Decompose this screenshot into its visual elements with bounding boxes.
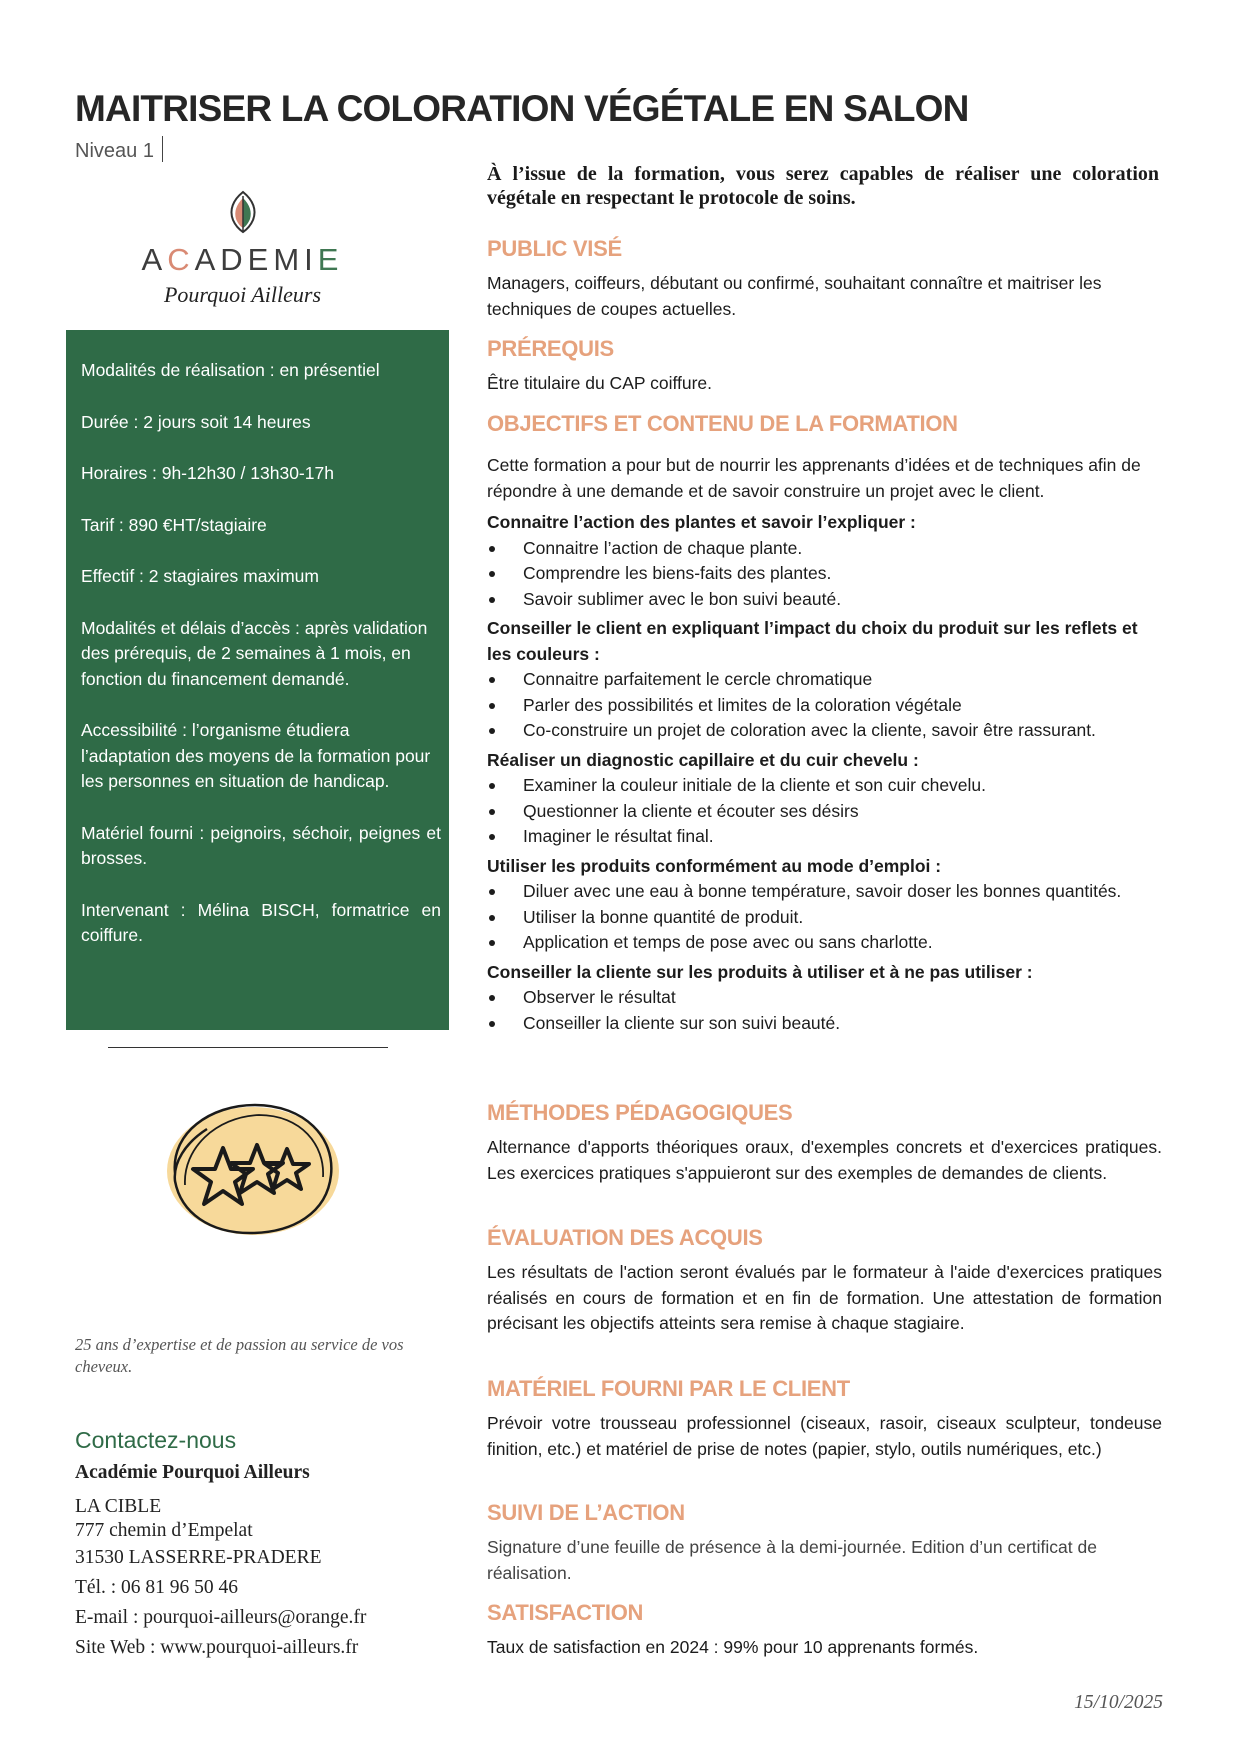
contact-city: 31530 LASSERRE-PRADERE: [75, 1547, 322, 1568]
objectifs-heading: OBJECTIFS ET CONTENU DE LA FORMATION: [487, 411, 958, 436]
objectif-group-title: Connaitre l’action des plantes et savoir l’expliquer :: [487, 512, 916, 532]
contact-email: E-mail : pourquoi-ailleurs@orange.fr: [75, 1607, 367, 1628]
info-acces: Modalités et délais d’accès : après validation des prérequis, de 2 semaines à 1 mois, en fonction du financement demandé.: [81, 617, 428, 689]
objectif-group-title: Utiliser les produits conformément au mode d’emploi :: [487, 855, 942, 876]
list-item: Connaitre l’action de chaque plante.: [487, 536, 1161, 562]
objectif-group-title: Conseiller le client en expliquant l’impact du choix du produit sur les reflets et les couleurs :: [487, 618, 1138, 664]
materiel-heading: MATÉRIEL FOURNI PAR LE CLIENT: [487, 1376, 850, 1401]
objectif-group-title: Réaliser un diagnostic capillaire et du cuir chevelu :: [487, 749, 919, 770]
list-item: Savoir sublimer avec le bon suivi beauté.: [487, 587, 1161, 613]
leaf-logo-icon: [225, 190, 261, 234]
info-accessibilite: Accessibilité : l’organisme étudiera l’adaptation des moyens de la formation pour les personnes en situation de handicap.: [81, 720, 431, 791]
materiel-text: Prévoir votre trousseau professionnel (ciseaux, rasoir, ciseaux sculpteur, tondeuse finition, etc.) et matériel de prise de notes (papier, stylo, outils numériques, etc.): [487, 1413, 1162, 1459]
evaluation-text: Les résultats de l'action seront évalués par le formateur à l'aide d'exercices pratiques réalisés en cours de formation et en fin de formation. Une attestation de formation précisant les objectifs atteints sera remise à chaque stagiaire.: [487, 1262, 1162, 1333]
suivi-text: Signature d’une feuille de présence à la demi-journée. Edition d’un certificat de réalisation.: [487, 1537, 1097, 1583]
list-item: Observer le résultat: [487, 985, 1161, 1011]
contact-place: LA CIBLE: [75, 1496, 162, 1517]
contact-title: Contactez-nous: [75, 1427, 237, 1453]
info-intervenant: Intervenant : Mélina BISCH, formatrice en coiffure.: [81, 899, 441, 945]
methodes-heading: MÉTHODES PÉDAGOGIQUES: [487, 1100, 793, 1125]
logo-tagline: Pourquoi Ailleurs: [163, 282, 322, 307]
list-item: Parler des possibilités et limites de la coloration végétale: [487, 693, 1161, 719]
info-horaires: Horaires : 9h-12h30 / 13h30-17h: [81, 463, 334, 483]
page-title: MAITRISER LA COLORATION VÉGÉTALE EN SALON: [75, 88, 969, 129]
public-heading: PUBLIC VISÉ: [487, 236, 622, 261]
suivi-heading: SUIVI DE L’ACTION: [487, 1500, 685, 1525]
prereq-heading: PRÉREQUIS: [487, 336, 614, 361]
list-item: Utiliser la bonne quantité de produit.: [487, 905, 1161, 931]
contact-phone: Tél. : 06 81 96 50 46: [75, 1577, 239, 1598]
divider: [108, 1047, 388, 1048]
info-tarif: Tarif : 890 €HT/stagiaire: [81, 514, 267, 535]
list-item: Conseiller la cliente sur son suivi beauté.: [487, 1011, 1161, 1037]
info-box: [66, 330, 449, 1030]
info-effectif: Effectif : 2 stagiaires maximum: [81, 566, 319, 586]
contact-block: [75, 1461, 455, 1663]
list-item: Examiner la couleur initiale de la cliente et son cuir chevelu.: [487, 773, 1161, 799]
info-modalites: Modalités de réalisation : en présentiel: [81, 360, 380, 380]
methodes-text: Alternance d'apports théoriques oraux, d'exemples concrets et d'exercices pratiques. Les exercices pratiques s'appuieront sur des exemples de demandes de clients.: [487, 1137, 1162, 1183]
info-duree: Durée : 2 jours soit 14 heures: [81, 411, 311, 432]
list-item: Questionner la cliente et écouter ses désirs: [487, 799, 1161, 825]
contact-website: Site Web : www.pourquoi-ailleurs.fr: [75, 1637, 359, 1658]
logo-wordmark: ACADEMIE: [141, 242, 344, 277]
satisfaction-heading: SATISFACTION: [487, 1600, 644, 1625]
list-item: Application et temps de pose avec ou sans charlotte.: [487, 930, 1161, 956]
public-text: Managers, coiffeurs, débutant ou confirmé, souhaitant connaître et maitriser les techniques de coupes actuelles.: [487, 273, 1102, 319]
list-item: Co-construire un projet de coloration avec la cliente, savoir être rassurant.: [487, 718, 1161, 744]
objectifs-intro: Cette formation a pour but de nourrir les apprenants d’idées et de techniques afin de répondre à une demande et de savoir construire un projet avec le client.: [487, 455, 1141, 501]
list-item: Comprendre les biens-faits des plantes.: [487, 561, 1161, 587]
stars-badge-icon: [155, 1093, 345, 1243]
contact-org: Académie Pourquoi Ailleurs: [75, 1462, 310, 1483]
list-item: Imaginer le résultat final.: [487, 824, 1161, 850]
document-date: 15/10/2025: [1074, 1692, 1163, 1713]
list-item: Diluer avec une eau à bonne température, savoir doser les bonnes quantités.: [487, 879, 1161, 905]
list-item: Connaitre parfaitement le cercle chromatique: [487, 667, 1161, 693]
prereq-text: Être titulaire du CAP coiffure.: [487, 373, 713, 393]
objectif-group-title: Conseiller la cliente sur les produits à utiliser et à ne pas utiliser :: [487, 961, 1033, 982]
intro-statement: À l’issue de la formation, vous serez capables de réaliser une coloration végétale en respectant le protocole de soins.: [487, 163, 1159, 209]
objectifs-content: [487, 453, 1161, 1036]
satisfaction-text: Taux de satisfaction en 2024 : 99% pour 10 apprenants formés.: [487, 1637, 979, 1657]
expertise-tagline: 25 ans d’expertise et de passion au service de vos cheveux.: [75, 1335, 404, 1376]
evaluation-heading: ÉVALUATION DES ACQUIS: [487, 1225, 763, 1250]
level-label: Niveau 1: [75, 136, 163, 163]
info-materiel: Matériel fourni : peignoirs, séchoir, peignes et brosses.: [81, 822, 441, 868]
academie-logo: [130, 190, 355, 310]
contact-street: 777 chemin d’Empelat: [75, 1520, 253, 1541]
text-cursor-bar: [162, 136, 163, 162]
